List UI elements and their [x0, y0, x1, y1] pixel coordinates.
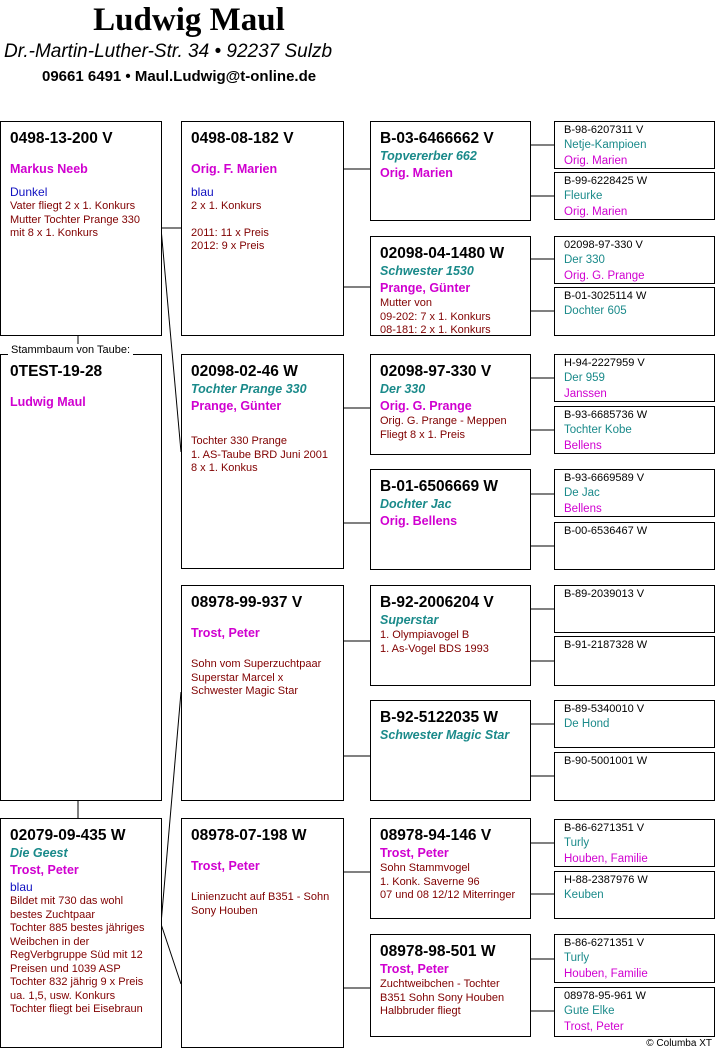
ring-number: H-94-2227959 V	[564, 357, 645, 369]
ring-number: 02098-97-330 V	[564, 239, 643, 251]
gen4-card-15[interactable]	[554, 934, 715, 983]
owner-name: Markus Neeb	[10, 162, 88, 176]
ring-number: B-00-6536467 W	[564, 525, 648, 537]
performance-line: Sony Houben	[191, 904, 258, 917]
gen3-card-4[interactable]	[370, 469, 531, 570]
performance-line: Weibchen in der	[10, 935, 90, 948]
ring-number: 08978-95-961 W	[564, 990, 646, 1002]
ring-number: 08978-99-937 V	[191, 594, 303, 611]
pigeon-name: Fleurke	[564, 190, 603, 202]
performance-line: Tochter fliegt bei Eisebraun	[10, 1003, 143, 1015]
ring-number: B-89-5340010 V	[564, 703, 645, 715]
gen4-card-12[interactable]	[554, 752, 715, 801]
pigeon-name: Der 959	[564, 372, 605, 384]
performance-line: 2012: 9 x Preis	[191, 240, 265, 252]
gen3-card-5[interactable]	[370, 585, 531, 686]
owner-name: Bellens	[564, 440, 602, 452]
gen4-card-5[interactable]	[554, 354, 715, 402]
pigeon-name: Tochter Kobe	[564, 424, 632, 436]
mother-card[interactable]	[0, 818, 162, 1048]
software-credit: © Columba XT	[646, 1038, 712, 1049]
gen4-card-10[interactable]	[554, 636, 715, 686]
gen4-card-1[interactable]	[554, 121, 715, 169]
ring-number: 02098-02-46 W	[191, 363, 298, 380]
performance-line: bestes Zuchtpaar	[10, 908, 95, 921]
ring-number: B-99-6228425 W	[564, 175, 648, 187]
owner-name: Trost, Peter	[564, 1021, 624, 1033]
ring-number: B-86-6271351 V	[564, 822, 645, 834]
gen3-card-8[interactable]	[370, 934, 531, 1037]
owner-name: Orig. Marien	[564, 206, 628, 218]
plumage-color: blau	[10, 880, 33, 894]
gen3-card-7[interactable]	[370, 818, 531, 919]
owner-name: Houben, Familie	[564, 853, 648, 865]
ring-number: B-01-6506669 W	[380, 478, 499, 495]
owner-name: Trost, Peter	[380, 962, 449, 976]
performance-line: Schwester Magic Star	[191, 685, 298, 697]
performance-line: B351 Sohn Sony Houben	[380, 991, 505, 1004]
pigeon-name: Netje-Kampioen	[564, 139, 647, 151]
performance-line: RegVerbgruppe Süd mit 12	[10, 949, 143, 961]
performance-line: 8 x 1. Konkus	[191, 462, 258, 474]
ring-number: 08978-98-501 W	[380, 943, 496, 960]
owner-name: Prange, Günter	[380, 281, 471, 295]
performance-line: Tochter 330 Prange	[191, 435, 288, 447]
pigeon-name: Topvererber 662	[380, 149, 477, 163]
owner-name: Trost, Peter	[10, 863, 79, 877]
gen4-card-6[interactable]	[554, 406, 715, 454]
ring-number: B-01-3025114 W	[564, 290, 647, 302]
performance-line: Zuchtweibchen - Tochter	[380, 978, 500, 990]
performance-line: Tochter 885 bestes jähriges	[10, 922, 145, 934]
breeder-address: Dr.-Martin-Luther-Str. 34 • 92237 Sulzb	[4, 41, 333, 62]
performance-line: Sohn vom Superzuchtpaar	[191, 658, 322, 670]
plumage-color: Dunkel	[10, 185, 48, 199]
owner-name: Ludwig Maul	[10, 395, 86, 409]
ring-number: B-86-6271351 V	[564, 937, 645, 949]
performance-line: 2 x 1. Konkurs	[191, 200, 262, 212]
grandsire-paternal-card[interactable]	[181, 121, 344, 336]
owner-name: Orig. Marien	[564, 155, 628, 167]
owner-name: Trost, Peter	[380, 846, 449, 860]
ring-number: 02098-97-330 V	[380, 363, 492, 380]
performance-line: Bildet mit 730 das wohl	[10, 895, 124, 907]
gen4-card-9[interactable]	[554, 585, 715, 633]
performance-line: 08-181: 2 x 1. Konkurs	[380, 324, 491, 336]
pigeon-name: Der 330	[564, 254, 605, 266]
gen4-card-16[interactable]	[554, 987, 715, 1037]
pigeon-name: De Hond	[564, 718, 610, 730]
granddam-maternal-card[interactable]	[181, 818, 344, 1048]
owner-name: Janssen	[564, 388, 607, 400]
performance-line: Vater fliegt 2 x 1. Konkurs	[10, 200, 136, 212]
pigeon-name: Dochter 605	[564, 305, 627, 317]
owner-name: Trost, Peter	[191, 626, 260, 640]
pigeon-name: Superstar	[380, 613, 439, 627]
performance-line: 09-202: 7 x 1. Konkurs	[380, 310, 491, 323]
ring-number: 08978-94-146 V	[380, 827, 492, 844]
performance-line: 2011: 11 x Preis	[191, 226, 269, 239]
pigeon-name: Turly	[564, 837, 590, 849]
ring-number: 0498-08-182 V	[191, 130, 294, 147]
pigeon-name: Tochter Prange 330	[191, 382, 307, 396]
ring-number: 02098-04-1480 W	[380, 245, 505, 262]
pigeon-name: De Jac	[564, 487, 600, 499]
subject-card[interactable]	[0, 354, 162, 801]
gen4-card-3[interactable]	[554, 236, 715, 284]
pigeon-name: Gute Elke	[564, 1005, 615, 1017]
owner-name: Orig. F. Marien	[191, 162, 278, 176]
gen4-card-11[interactable]	[554, 700, 715, 748]
ring-number: B-93-6669589 V	[564, 472, 645, 484]
pigeon-name: Schwester 1530	[380, 264, 474, 278]
pedigree-label: Stammbaum von Taube:	[8, 344, 133, 356]
performance-line: Fliegt 8 x 1. Preis	[380, 428, 465, 441]
ring-number: H-88-2387976 W	[564, 874, 648, 886]
ring-number: 0TEST-19-28	[10, 363, 103, 380]
performance-line: Halbbruder fliegt	[380, 1005, 461, 1017]
pigeon-name: Die Geest	[10, 846, 68, 860]
gen4-card-2[interactable]	[554, 172, 715, 220]
performance-line: mit 8 x 1. Konkurs	[10, 227, 99, 239]
gen3-card-2[interactable]	[370, 236, 531, 336]
owner-name: Orig. Marien	[380, 166, 453, 180]
owner-name: Prange, Günter	[191, 399, 282, 413]
performance-line: Orig. G. Prange - Meppen	[380, 415, 507, 427]
gen3-card-1[interactable]	[370, 121, 531, 221]
gen3-card-6[interactable]	[370, 700, 531, 801]
ring-number: B-92-2006204 V	[380, 594, 494, 611]
ring-number: B-91-2187328 W	[564, 639, 648, 651]
ring-number: 02079-09-435 W	[10, 827, 126, 844]
owner-name: Bellens	[564, 503, 602, 515]
performance-line: Preisen und 1039 ASP	[10, 962, 121, 975]
ring-number: B-92-5122035 W	[380, 709, 499, 726]
performance-line: Sohn Stammvogel	[380, 862, 470, 874]
granddam-paternal-card[interactable]	[181, 354, 344, 569]
pigeon-name: Dochter Jac	[380, 497, 452, 511]
ring-number: B-89-2039013 V	[564, 588, 645, 600]
father-card[interactable]	[0, 121, 162, 336]
performance-line: Mutter von	[380, 297, 432, 309]
owner-name: Orig. G. Prange	[564, 270, 645, 282]
performance-line: 1. Olympiavogel B	[380, 629, 470, 641]
performance-line: 07 und 08 12/12 Miterringer	[380, 889, 516, 901]
ring-number: B-93-6685736 W	[564, 409, 648, 421]
owner-name: Houben, Familie	[564, 968, 648, 980]
ring-number: 0498-13-200 V	[10, 130, 113, 147]
owner-name: Trost, Peter	[191, 859, 260, 873]
performance-line: Tochter 832 jährig 9 x Preis	[10, 976, 144, 988]
ring-number: B-03-6466662 V	[380, 130, 494, 147]
performance-line: Mutter Tochter Prange 330	[10, 213, 141, 226]
ring-number: B-98-6207311 V	[564, 124, 644, 136]
owner-name: Orig. G. Prange	[380, 399, 472, 413]
gen3-card-3[interactable]	[370, 354, 531, 455]
plumage-color: blau	[191, 185, 214, 199]
performance-line: Superstar Marcel x	[191, 671, 284, 684]
pigeon-name: Der 330	[380, 382, 426, 396]
performance-line: ua. 1,5, usw. Konkurs	[10, 989, 116, 1002]
ring-number: B-90-5001001 W	[564, 755, 648, 767]
breeder-contact: 09661 6491 • Maul.Ludwig@t-online.de	[42, 68, 317, 85]
pigeon-name: Turly	[564, 952, 590, 964]
gen4-card-8[interactable]	[554, 522, 715, 570]
owner-name: Orig. Bellens	[380, 514, 458, 528]
performance-line: Linienzucht auf B351 - Sohn	[191, 891, 330, 903]
grandsire-maternal-card[interactable]	[181, 585, 344, 801]
gen4-card-13[interactable]	[554, 819, 715, 867]
performance-line: 1. As-Vogel BDS 1993	[380, 642, 489, 655]
performance-line: 1. AS-Taube BRD Juni 2001	[191, 448, 328, 461]
pigeon-name: Keuben	[564, 889, 604, 901]
gen4-card-4[interactable]	[554, 287, 715, 336]
breeder-name: Ludwig Maul	[93, 2, 285, 38]
performance-line: 1. Konk. Saverne 96	[380, 875, 480, 888]
gen4-card-14[interactable]	[554, 871, 715, 919]
pigeon-name: Schwester Magic Star	[380, 728, 510, 742]
ring-number: 08978-07-198 W	[191, 827, 307, 844]
gen4-card-7[interactable]	[554, 469, 715, 517]
